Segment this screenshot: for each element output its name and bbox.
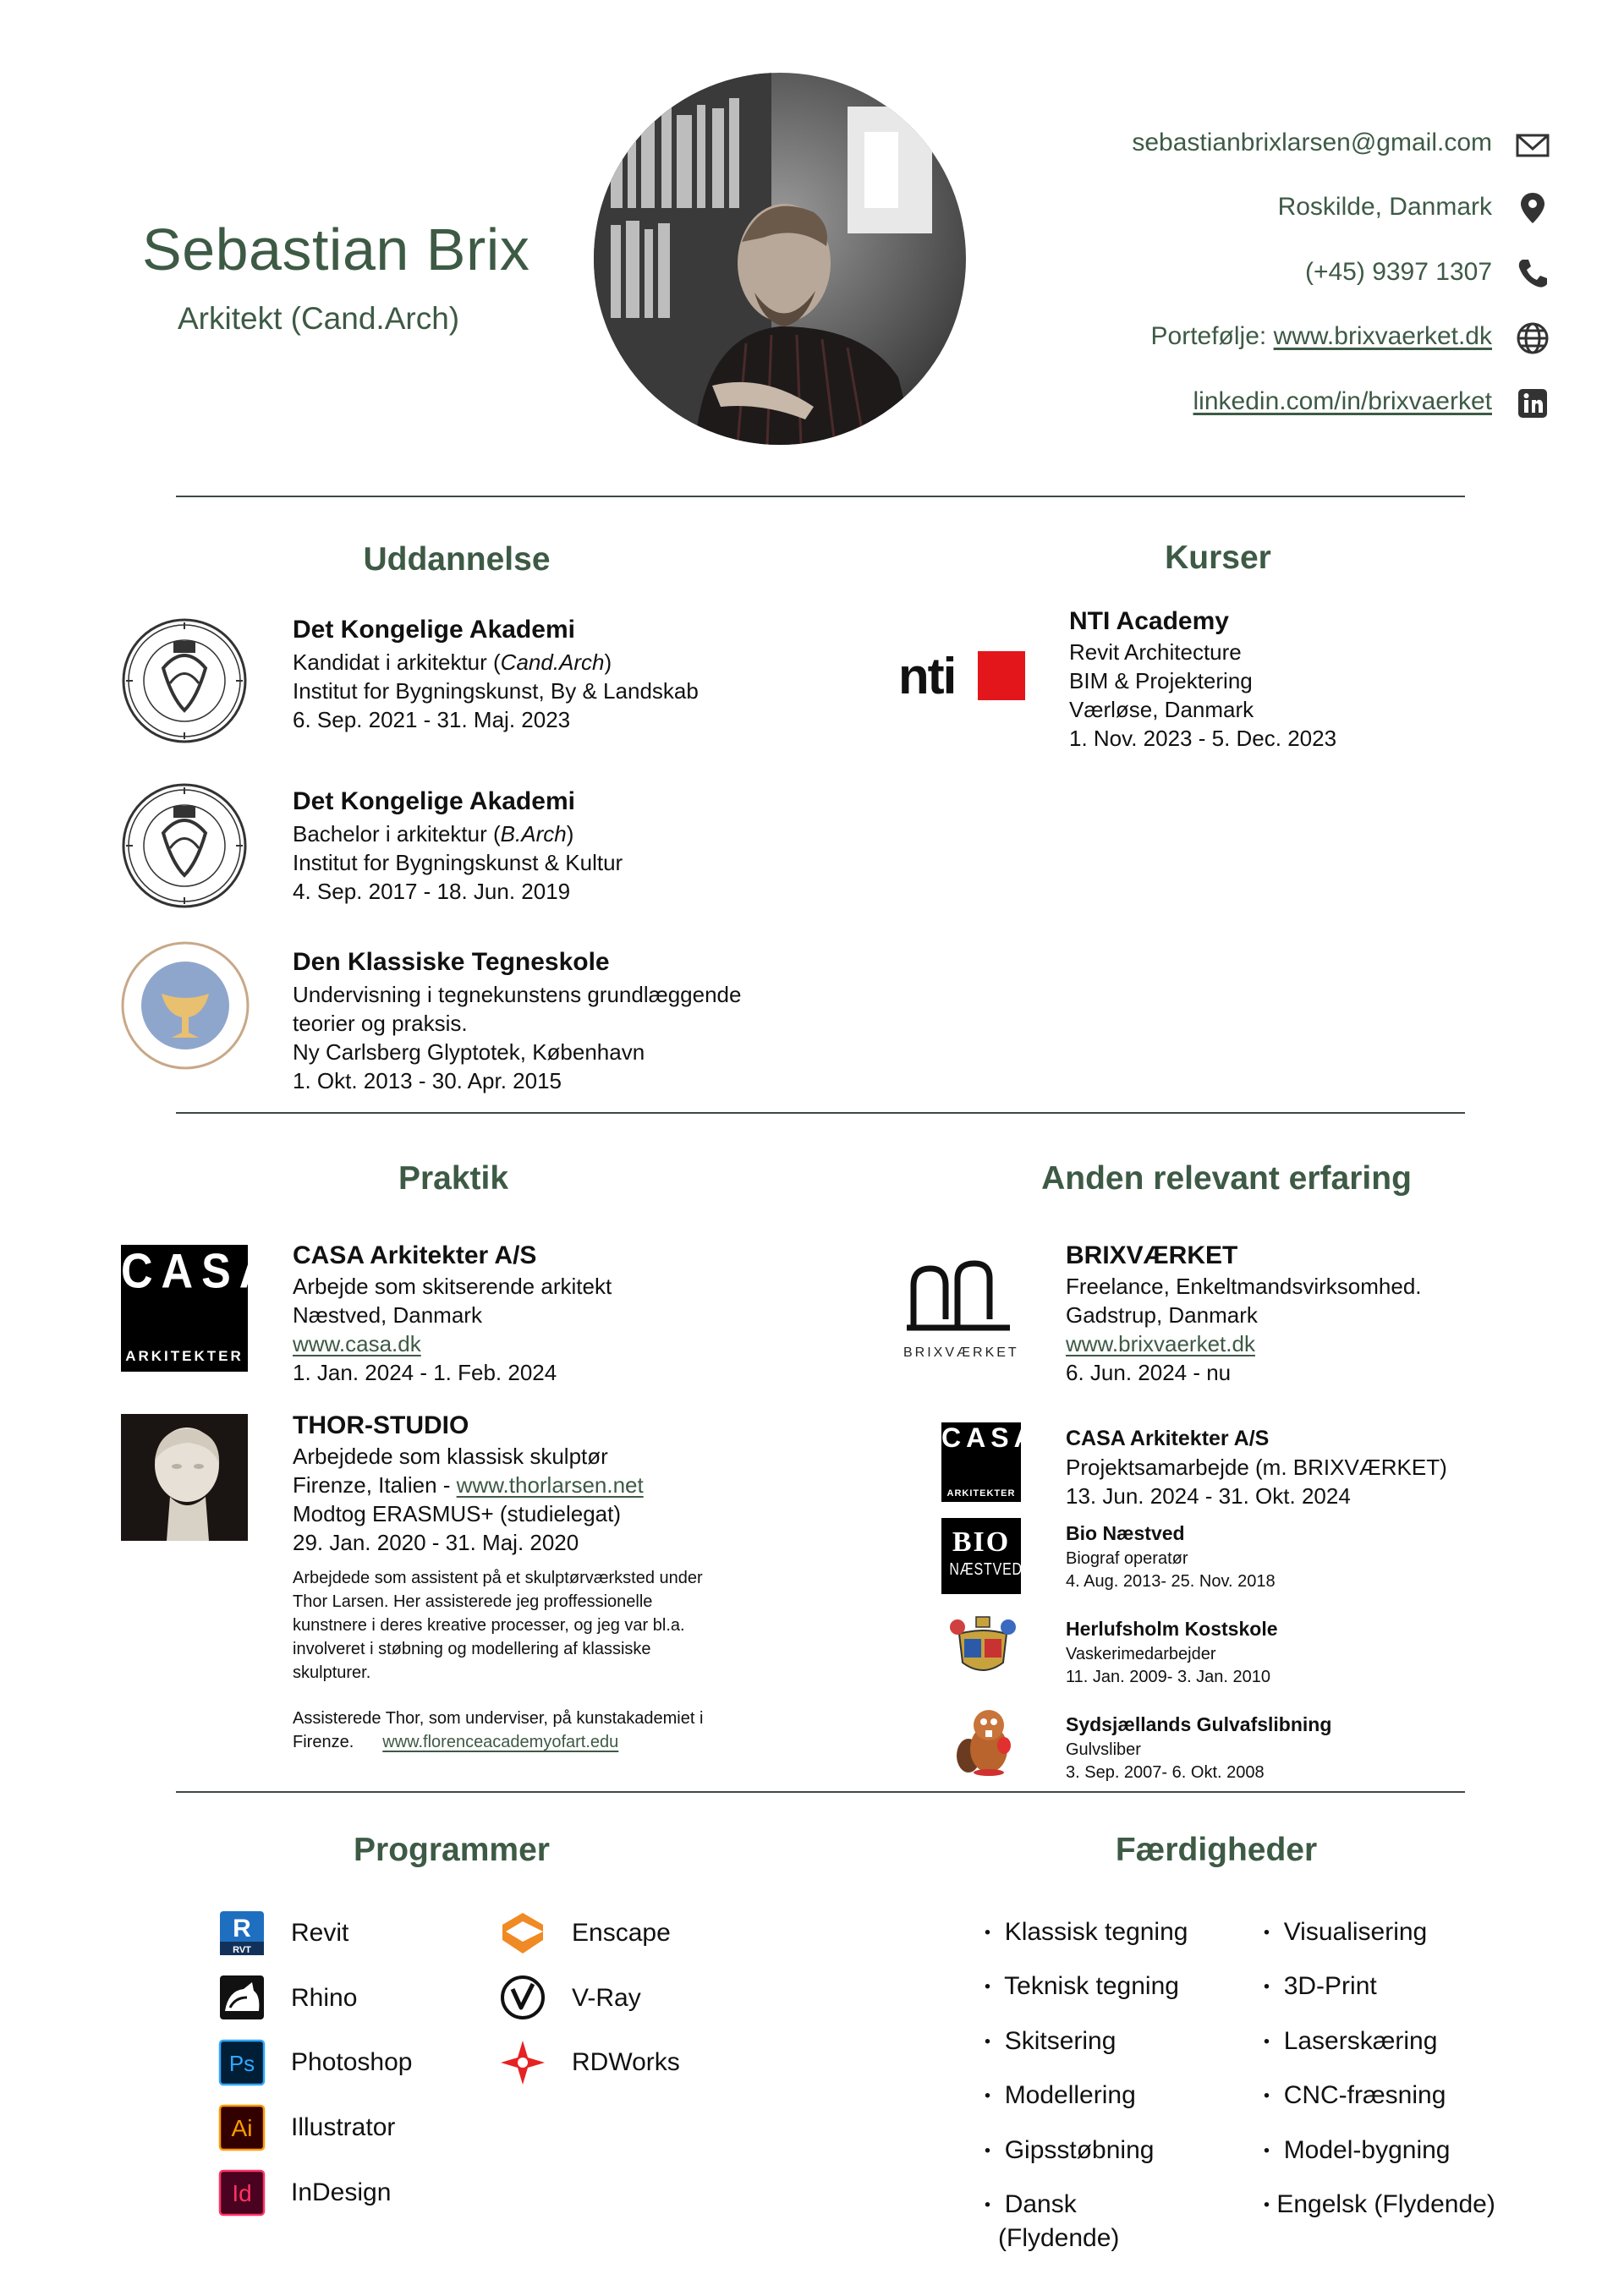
job-1-location: Næstved, Danmark (293, 1302, 482, 1328)
course-1-line-3: Værløse, Danmark (1069, 697, 1254, 722)
edu-2-degree-c: ) (566, 821, 574, 847)
revit-abbr: R (233, 1915, 251, 1943)
contact-phone[interactable]: (+45) 9397 1307 (1304, 258, 1492, 286)
job-2-location-text: Firenze, Italien - (293, 1472, 457, 1498)
edu-1-institute: Institut for Bygningskunst, By & Landskab (293, 678, 699, 704)
bullet: • (1264, 2195, 1270, 2215)
herlufsholm-crest-logo (947, 1615, 1018, 1680)
location-pin-icon (1516, 191, 1550, 225)
skill-label: Model-bygning (1283, 2136, 1451, 2164)
exp-5-dates: 3. Sep. 2007- 6. Okt. 2008 (1066, 1763, 1265, 1782)
portfolio-link[interactable]: www.brixvaerket.dk (1273, 322, 1492, 350)
job-2-link[interactable]: www.thorlarsen.net (456, 1472, 644, 1498)
profile-photo (594, 73, 966, 445)
skill-label: Klassisk tegning (1004, 1918, 1188, 1946)
photoshop-abbr: Ps (228, 2051, 255, 2076)
bullet: • (1264, 2032, 1270, 2052)
edu-1-degree-a: Kandidat i arkitektur ( (293, 649, 501, 675)
edu-2-degree-a: Bachelor i arkitektur ( (293, 821, 501, 847)
indesign-abbr: Id (232, 2180, 252, 2206)
edu-3-dates: 1. Okt. 2013 - 30. Apr. 2015 (293, 1068, 562, 1093)
contact-portfolio (1151, 322, 1492, 351)
exp-1-title: BRIXVÆRKET (1066, 1241, 1238, 1269)
divider (176, 496, 1465, 497)
course-1-line-2: BIM & Projektering (1069, 668, 1253, 693)
edu-1-degree-c: ) (604, 649, 612, 675)
bio-logo-sub: NÆSTVED (949, 1560, 1023, 1579)
brixvaerket-logo-text: BRIXVÆRKET (903, 1345, 1019, 1360)
exp-2-dates: 13. Jun. 2024 - 31. Okt. 2024 (1066, 1483, 1351, 1509)
skill-item (1264, 1972, 1377, 2001)
sculpture-bust-image (121, 1414, 248, 1541)
program-rhino: Rhino (291, 1984, 358, 2012)
person-title: Arkitekt (Cand.Arch) (178, 301, 460, 336)
person-name: Sebastian Brix (142, 216, 530, 282)
job-2-desc-line: involveret i støbning og modellering af klassiske (293, 1640, 651, 1658)
section-title-skills: Færdigheder (1115, 1832, 1318, 1868)
skill-item (985, 2190, 1077, 2219)
bullet: • (985, 2086, 991, 2106)
section-title-education: Uddannelse (363, 541, 551, 578)
linkedin-icon (1516, 386, 1550, 420)
mail-icon (1516, 129, 1550, 162)
job-2-desc-line: Thor Larsen. Her assisterede jeg proffessionelle (293, 1592, 653, 1611)
skill-item (1264, 1918, 1427, 1947)
casa-small-word: CASA (941, 1422, 1039, 1453)
drawing-school-seal-logo (121, 941, 250, 1070)
skill-label: Teknisk tegning (1004, 1972, 1179, 2000)
bullet: • (985, 1977, 991, 1997)
bullet: • (985, 1923, 991, 1943)
contact-email[interactable]: sebastianbrixlarsen@gmail.com (1132, 129, 1492, 156)
rhino-icon (218, 1974, 266, 2021)
divider (176, 1791, 1465, 1793)
skill-item (1264, 2136, 1450, 2165)
portfolio-label: Portefølje: (1150, 322, 1274, 350)
bullet: • (985, 2195, 991, 2215)
bio-logo-word: BIO (952, 1526, 1011, 1558)
job-1-title: CASA Arkitekter A/S (293, 1241, 537, 1269)
edu-3-title: Den Klassiske Tegneskole (293, 948, 610, 976)
globe-icon (1516, 321, 1550, 355)
exp-3-title: Bio Næstved (1066, 1522, 1185, 1544)
job-2-desc-line: Arbejdede som assistent på et skulptørværksted under (293, 1569, 703, 1587)
job-1-role: Arbejde som skitserende arkitekt (293, 1274, 612, 1299)
casa-small-sub: ARKITEKTER (946, 1488, 1016, 1499)
edu-2-institute: Institut for Bygningskunst & Kultur (293, 850, 623, 875)
job-2-location (293, 1471, 644, 1499)
skill-item (1264, 2081, 1446, 2110)
photoshop-icon (218, 2039, 266, 2086)
section-title-programs: Programmer (354, 1832, 550, 1868)
illustrator-abbr: Ai (231, 2115, 253, 2141)
job-1-dates: 1. Jan. 2024 - 1. Feb. 2024 (293, 1360, 557, 1385)
linkedin-link[interactable]: linkedin.com/in/brixvaerket (1193, 387, 1492, 415)
enscape-icon (499, 1910, 546, 1957)
beaver-mascot-logo (952, 1705, 1019, 1776)
skill-item (985, 1918, 1188, 1947)
skill-label: Modellering (1004, 2081, 1136, 2109)
skill-label: Dansk (1004, 2190, 1077, 2218)
exp-1-role: Freelance, Enkeltmandsvirksomhed. (1066, 1274, 1422, 1299)
exp-1-dates: 6. Jun. 2024 - nu (1066, 1360, 1232, 1385)
edu-3-location: Ny Carlsberg Glyptotek, København (293, 1039, 645, 1065)
section-title-other: Anden relevant erfaring (1041, 1160, 1412, 1197)
skill-label: Gipsstøbning (1004, 2136, 1155, 2164)
nti-logo (898, 648, 1025, 704)
section-title-internship: Praktik (398, 1160, 509, 1197)
job-2-title: THOR-STUDIO (293, 1411, 469, 1439)
exp-1-link[interactable]: www.brixvaerket.dk (1066, 1331, 1255, 1356)
program-enscape: Enscape (572, 1919, 671, 1947)
skill-item (985, 2136, 1154, 2165)
edu-3-desc-1: Undervisning i tegnekunstens grundlæggende (293, 982, 742, 1007)
skill-item (1264, 2190, 1495, 2219)
program-illustrator: Illustrator (291, 2113, 396, 2141)
exp-5-role: Gulvsliber (1066, 1740, 1141, 1759)
edu-2-degree (293, 819, 573, 848)
skill-label: Engelsk (Flydende) (1276, 2190, 1495, 2218)
edu-1-dates: 6. Sep. 2021 - 31. Maj. 2023 (293, 707, 571, 732)
revit-sub: RVT (233, 1945, 251, 1955)
indesign-icon (218, 2169, 266, 2217)
edu-1-degree (293, 648, 612, 677)
exp-4-dates: 11. Jan. 2009- 3. Jan. 2010 (1066, 1668, 1271, 1686)
illustrator-icon (218, 2104, 266, 2151)
job-1-link[interactable]: www.casa.dk (293, 1331, 421, 1356)
program-photoshop: Photoshop (291, 2048, 413, 2076)
royal-academy-seal-logo (121, 617, 248, 744)
bullet: • (1264, 2141, 1270, 2161)
job-2-desc-line: kunstnere i deres kreative processer, og jeg var bl.a. (293, 1616, 685, 1635)
exp-2-role: Projektsamarbejde (m. BRIXVÆRKET) (1066, 1455, 1447, 1480)
job-2-desc-line: Assisterede Thor, som underviser, på kunstakademiet i (293, 1709, 704, 1728)
rdworks-icon (499, 2039, 546, 2086)
contact-location: Roskilde, Danmark (1277, 193, 1492, 221)
program-rdworks: RDWorks (572, 2048, 680, 2076)
exp-5-title: Sydsjællands Gulvafslibning (1066, 1713, 1332, 1735)
skill-item (985, 1972, 1179, 2001)
edu-1-title: Det Kongelige Akademi (293, 616, 575, 644)
casa-logo-sub: ARKITEKTER (125, 1348, 244, 1364)
skill-label: Laserskæring (1283, 2027, 1438, 2055)
section-title-courses: Kurser (1165, 540, 1271, 576)
edu-1-degree-b: Cand.Arch (500, 649, 605, 675)
program-indesign: InDesign (291, 2178, 392, 2206)
job-2-grant: Modtog ERASMUS+ (studielegat) (293, 1501, 622, 1526)
skill-label: Skitsering (1004, 2027, 1116, 2055)
edu-2-dates: 4. Sep. 2017 - 18. Jun. 2019 (293, 879, 571, 904)
bullet: • (1264, 1923, 1270, 1943)
bio-naestved-logo (941, 1518, 1021, 1594)
casa-logo-word: CASA (121, 1245, 280, 1299)
vray-icon (499, 1974, 546, 2021)
casa-logo (121, 1245, 280, 1372)
exp-3-dates: 4. Aug. 2013- 25. Nov. 2018 (1066, 1572, 1276, 1591)
bullet: • (1264, 2086, 1270, 2106)
bullet: • (985, 2032, 991, 2052)
edu-2-degree-b: B.Arch (500, 821, 567, 847)
nti-logo-text: nti (898, 648, 956, 704)
skill-item (985, 2027, 1116, 2056)
skill-label: Visualisering (1283, 1918, 1428, 1946)
program-vray: V-Ray (572, 1984, 641, 2012)
exp-2-title: CASA Arkitekter A/S (1066, 1427, 1270, 1450)
skill-label: 3D-Print (1283, 1972, 1377, 2000)
skill-item (1264, 2027, 1437, 2056)
skill-label: CNC-fræsning (1283, 2081, 1446, 2109)
edu-3-desc-2: teorier og praksis. (293, 1011, 468, 1036)
brixvaerket-logo (903, 1260, 1019, 1362)
bullet: • (985, 2141, 991, 2161)
job-2-dates: 29. Jan. 2020 - 31. Maj. 2020 (293, 1530, 579, 1555)
edu-2-title: Det Kongelige Akademi (293, 787, 575, 815)
course-1-dates: 1. Nov. 2023 - 5. Dec. 2023 (1069, 726, 1337, 751)
divider (176, 1112, 1465, 1114)
program-revit: Revit (291, 1919, 349, 1947)
royal-academy-seal-logo (121, 782, 248, 909)
phone-icon (1516, 256, 1550, 290)
skill-item (985, 2081, 1136, 2110)
exp-1-location: Gadstrup, Danmark (1066, 1302, 1258, 1328)
exp-3-role: Biograf operatør (1066, 1549, 1188, 1568)
casa-logo-small (941, 1422, 1039, 1502)
revit-icon (218, 1910, 266, 1957)
job-2-description (293, 1566, 703, 1754)
job-2-desc-line: skulpturer. (293, 1663, 371, 1682)
course-1-line-1: Revit Architecture (1069, 639, 1242, 665)
course-1-title: NTI Academy (1069, 607, 1229, 635)
academy-link[interactable]: www.florenceacademyofart.edu (382, 1733, 619, 1751)
exp-4-title: Herlufsholm Kostskole (1066, 1618, 1278, 1640)
job-2-role: Arbejdede som klassisk skulptør (293, 1444, 608, 1469)
skill-note: (Flydende) (998, 2224, 1120, 2252)
exp-4-role: Vaskerimedarbejder (1066, 1645, 1216, 1663)
bullet: • (1264, 1977, 1270, 1997)
job-2-desc-text: Firenze. (293, 1733, 354, 1751)
job-2-desc-line (293, 1730, 703, 1754)
